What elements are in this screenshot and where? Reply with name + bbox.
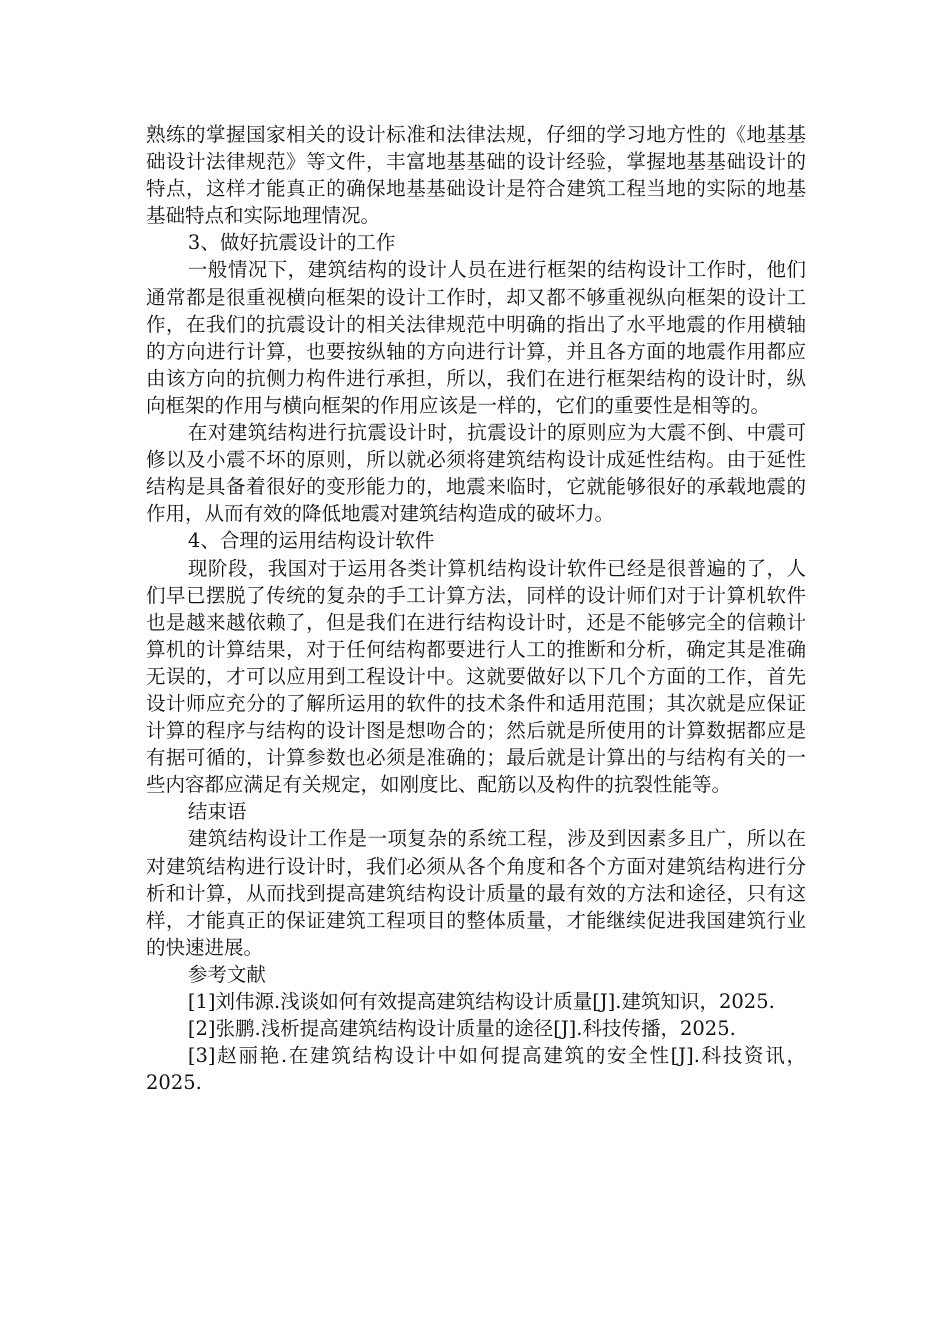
section-heading: 3、做好抗震设计的工作	[187, 231, 396, 255]
body-paragraph: 在对建筑结构进行抗震设计时，抗震设计的原则应为大震不倒、中震可修以及小震不坏的原则，所以就必须将建筑结构设计成延性结构。由于延性结构是具备着很好的变形能力的，地震来临时，它就能够很好的承载地震的作用，从而有效的降低地震对建筑结构造成的破坏力。	[146, 421, 806, 526]
section-heading: 4、合理的运用结构设计软件	[187, 529, 435, 553]
body-paragraph: 一般情况下，建筑结构的设计人员在进行框架的结构设计工作时，他们通常都是很重视横向框架的设计工作时，却又都不够重视纵向框架的设计工作，在我们的抗震设计的相关法律规范中明确的指出了水平地震的作用横轴的方向进行计算，也要按纵轴的方向进行计算，并且各方面的地震作用都应由该方向的抗侧力构件进行承担，所以，我们在进行框架结构的设计时，纵向框架的作用与横向框架的作用应该是一样的，它们的重要性是相等的。	[146, 258, 806, 417]
section-heading: 结束语	[187, 800, 247, 824]
reference-item: [1]刘伟源.浅谈如何有效提高建筑结构设计质量[J].建筑知识，2025.	[187, 990, 775, 1013]
body-paragraph: 熟练的掌握国家相关的设计标准和法律法规，仔细的学习地方性的《地基基础设计法律规范》等文件，丰富地基基础的设计经验，掌握地基基础设计的特点，这样才能真正的确保地基基础设计是符合建筑工程当地的实际的地基基础特点和实际地理情况。	[146, 123, 806, 228]
body-paragraph: 建筑结构设计工作是一项复杂的系统工程，涉及到因素多且广，所以在对建筑结构进行设计时，我们必须从各个角度和各个方面对建筑结构进行分析和计算，从而找到提高建筑结构设计质量的最有效的方法和途径，只有这样，才能真正的保证建筑工程项目的整体质量，才能继续促进我国建筑行业的快速进展。	[146, 827, 806, 959]
reference-item: [3]赵丽艳.在建筑结构设计中如何提高建筑的安全性[J].科技资讯，2025.	[146, 1044, 806, 1095]
document-page	[146, 121, 806, 1096]
section-heading: 参考文献	[187, 962, 266, 986]
reference-item: [2]张鹏.浅析提高建筑结构设计质量的途径[J].科技传播，2025.	[187, 1017, 736, 1041]
body-paragraph: 现阶段，我国对于运用各类计算机结构设计软件已经是很普遍的了，人们早已摆脱了传统的复杂的手工计算方法，同样的设计师们对于计算机软件也是越来越依赖了，但是我们在进行结构设计时，还是不能够完全的信赖计算机的计算结果，对于任何结构都要进行人工的推断和分析，确定其是准确无误的，才可以应用到工程设计中。这就要做好以下几个方面的工作，首先设计师应充分的了解所运用的软件的技术条件和适用范围；其次就是应保证计算的程序与结构的设计图是想吻合的；然后就是所使用的计算数据都应是有据可循的，计算参数也必须是准确的；最后就是计算出的与结构有关的一些内容都应满足有关规定，如刚度比、配筋以及构件的抗裂性能等。	[146, 556, 806, 797]
